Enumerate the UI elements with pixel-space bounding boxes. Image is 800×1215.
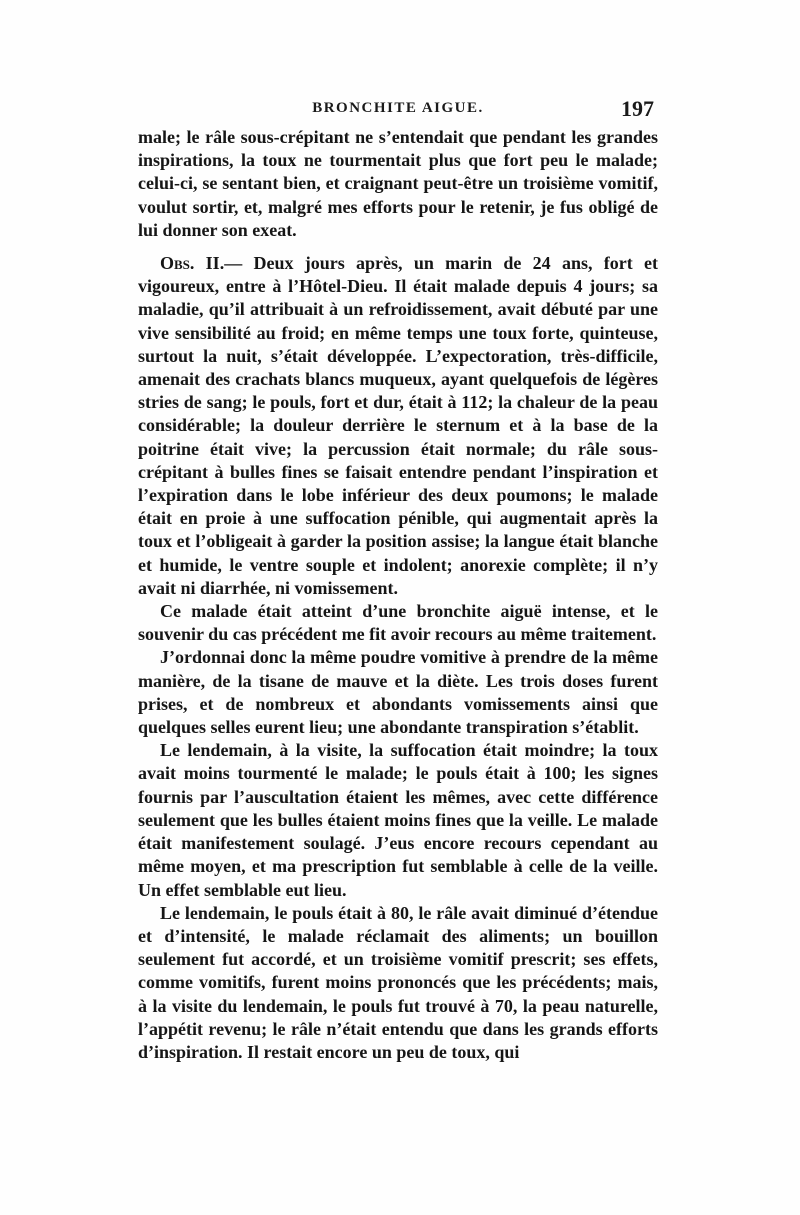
paragraph [138, 739, 658, 901]
paragraph-text: J’ordonnai donc la même poudre vomitive à prendre de la même manière, de la tisane de mauve et la diète. Les trois doses furent prises, et de nombreux et abondants vomissements ainsi que quelques selles eurent lieu; une abondante transpiration s’établit. [138, 647, 658, 738]
paragraph [138, 902, 658, 1064]
body-text [138, 126, 658, 1064]
page-number: 197 [621, 96, 654, 121]
paragraph [138, 646, 658, 739]
paragraph [138, 600, 658, 646]
running-title: BRONCHITE AIGUE. [312, 100, 484, 116]
paragraph-text: Ce malade était atteint d’une bronchite aiguë intense, et le souvenir du cas précédent me fit avoir recours au même traitement. [138, 601, 658, 645]
paragraph-observation [138, 252, 658, 600]
paragraph-text: Le lendemain, le pouls était à 80, le râle avait diminué d’étendue et d’intensité, le malade réclamait des aliments; un bouillon seulement fut accordé, et un troisième vomitif prescrit; ses effets, comme vomitifs, furent moins prononcés que les précédents; mais, à la visite du lendemain, le pouls fut trouvé à 70, la peau naturelle, l’appétit revenu; le râle n’était entendu que dans les grands efforts d’inspiration. Il restait encore un peu de toux, qui [138, 902, 658, 1062]
paragraph-text: Le lendemain, à la visite, la suffocation était moindre; la toux avait moins tourmenté le malade; le pouls était à 100; les signes fournis par l’auscultation étaient les mêmes, avec cette différence seulement que les bulles étaient moins fines que la veille. Le malade était manifestement soulagé. J’eus encore recours cependant au même moyen, et ma prescription fut semblable à celle de la veille. Un effet semblable eut lieu. [138, 740, 658, 900]
paragraph-continuation [138, 126, 658, 242]
page-header [138, 96, 658, 122]
paragraph-text: — Deux jours après, un marin de 24 ans, fort et vigoureux, entre à l’Hôtel-Dieu. Il était malade depuis 4 jours; sa maladie, qu’il attribuait à un refroidissement, avait débuté par une vive sensibilité au froid; en même temps une toux forte, quinteuse, surtout la nuit, s’était développée. L’expectoration, très-difficile, amenait des crachats blancs muqueux, ayant quelquefois de légères stries de sang; le pouls, fort et dur, était à 112; la chaleur de la peau considérable; la douleur derrière le sternum et à la base de la poitrine était vive; la percussion était normale; du râle sous-crépitant à bulles fines se faisait entendre pendant l’inspiration et l’expiration dans le lobe inférieur des deux poumons; le malade était en proie à une suffocation pénible, qui augmentait après la toux et l’obligeait à garder la position assise; la langue était blanche et humide, le ventre souple et indolent; anorexie complète; il n’y avait ni diarrhée, ni vomissement. [138, 253, 658, 598]
observation-label: Obs. II. [160, 253, 225, 274]
paragraph-text: male; le râle sous-crépitant ne s’entendait que pendant les grandes inspirations, la toux ne tourmentait plus que fort peu le malade; celui-ci, se sentant bien, et craignant peut-être un troisième vomitif, voulut sortir, et, malgré mes efforts pour le retenir, je fus obligé de lui donner son exeat. [138, 127, 658, 240]
